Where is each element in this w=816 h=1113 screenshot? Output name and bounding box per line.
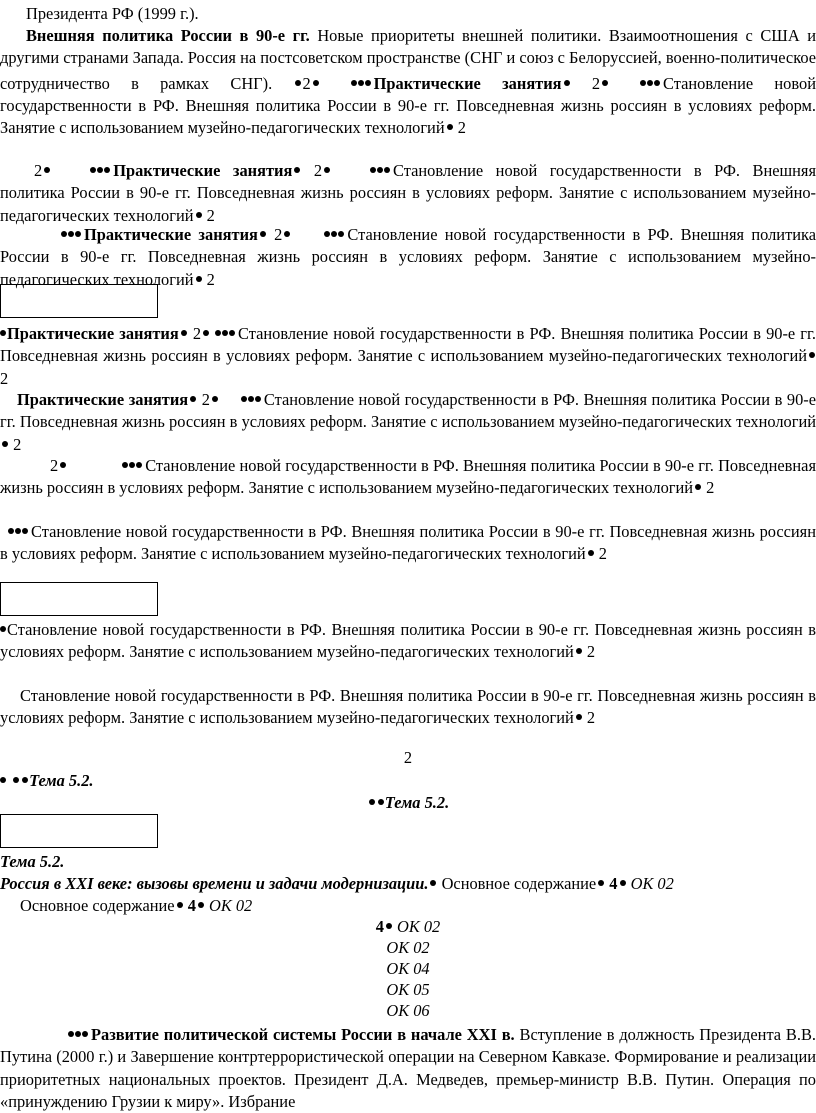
bullet-icon bbox=[203, 330, 209, 336]
practice-label: Практические занятия bbox=[84, 225, 258, 244]
triple-bullet-icon bbox=[4, 518, 29, 540]
intro-line: Президента РФ (1999 г.). bbox=[26, 4, 199, 23]
triple-bullet-icon bbox=[336, 157, 391, 179]
bullet-icon bbox=[177, 902, 183, 908]
competency-code: ОК 02 bbox=[397, 917, 441, 936]
bullet-icon bbox=[294, 167, 300, 173]
bullet-icon bbox=[196, 212, 202, 218]
competency-row-2: ОК 02 bbox=[386, 938, 430, 957]
bullet-icon bbox=[212, 396, 218, 402]
bullet-icon bbox=[598, 880, 604, 886]
topic-heading-1 bbox=[0, 770, 816, 792]
lesson-text: Становление новой государственности в РФ. Внешняя политика России в 90-е гг. Повседневная жизнь россиян в условиях реформ. Занятие с использованием музейно-педагогических технологий bbox=[0, 522, 816, 564]
empty-box bbox=[0, 814, 158, 848]
practice-label: Практические занятия bbox=[17, 390, 189, 409]
triple-bullet-icon bbox=[224, 386, 262, 408]
hours-number: 2 bbox=[201, 390, 210, 409]
hours-number: 2 bbox=[598, 544, 607, 564]
competency-row-5: ОК 06 bbox=[386, 1001, 430, 1020]
triple-bullet-icon bbox=[56, 157, 111, 179]
empty-box bbox=[0, 284, 158, 318]
hours-number: 2 bbox=[13, 434, 22, 454]
bullet-icon bbox=[2, 441, 8, 447]
section-text: Новые приоритеты внешней политики. Взаимоотношения с США и другими странами Запада. Россия на постсоветском пространстве (СНГ и союз с Белоруссией, военно-политическое сотрудничество в рамках СНГ). bbox=[0, 26, 816, 93]
triple-bullet-icon bbox=[296, 221, 345, 243]
bullet-icon bbox=[369, 799, 375, 805]
topic-heading-3: Тема 5.2. bbox=[0, 852, 65, 871]
hours-number: 2 bbox=[706, 478, 715, 498]
lesson-text: Становление новой государственности в РФ. Внешняя политика России в 90-е гг. Повседневная жизнь россиян в условиях реформ. Занятие с использованием музейно-педагогических технологий bbox=[0, 161, 816, 225]
lesson-text: Становление новой государственности в РФ. Внешняя политика России в 90-е гг. Повседневная жизнь россиян в условиях реформ. Занятие с использованием музейно-педагогических технологий bbox=[0, 456, 816, 498]
content-row bbox=[0, 895, 816, 917]
bullet-icon bbox=[313, 80, 319, 86]
topic-label: Тема 5.2. bbox=[29, 771, 94, 790]
triple-bullet-icon bbox=[325, 70, 372, 92]
bullet-icon bbox=[181, 330, 187, 336]
section-foreign-policy-90s bbox=[0, 25, 816, 139]
bullet-icon bbox=[602, 80, 608, 86]
content-label: Основное содержание bbox=[441, 874, 597, 893]
bullet-icon bbox=[564, 80, 570, 86]
section-text: Вступление в должность Президента В.В. Путина (2000 г.) и Завершение контртеррористической операции на Северном Кавказе. Формирование и реализации приоритетных национальных проектов. Президент Д.А. Медведев, премьер-министр В.В. Путин. Операция по «принуждению Грузии к миру». Избрание bbox=[0, 1025, 816, 1111]
hours-number: 2 bbox=[206, 205, 215, 225]
practice-label: Практические занятия bbox=[373, 73, 562, 93]
practice-row-2 bbox=[0, 157, 816, 227]
practice-row-4 bbox=[0, 320, 816, 390]
triple-bullet-icon bbox=[34, 1021, 89, 1043]
hours-number: 2 bbox=[313, 161, 323, 180]
lesson-text: Становление новой государственности в РФ. Внешняя политика России в 90-е гг. Повседневная жизнь россиян в условиях реформ. Занятие с использованием музейно-педагогических технологий bbox=[0, 324, 816, 366]
content-hours: 4 bbox=[609, 874, 618, 893]
bullet-icon bbox=[378, 799, 384, 805]
lesson-text: Становление новой государственности в РФ. Внешняя политика России в 90-е гг. Повседневная жизнь россиян в условиях реформ. Занятие с использованием музейно-педагогических технологий bbox=[0, 620, 816, 662]
hours-number: 2 bbox=[302, 73, 311, 93]
bullet-icon bbox=[0, 330, 6, 336]
triple-bullet-icon bbox=[72, 452, 143, 474]
bullet-icon bbox=[386, 923, 392, 929]
lesson-text: Становление новой государственности в РФ. Внешняя политика России в 90-е гг. Повседневная жизнь россиян в условиях реформ. Занятие с использованием музейно-педагогических технологий bbox=[0, 73, 816, 138]
section-political-system bbox=[0, 1021, 816, 1113]
bullet-icon bbox=[620, 880, 626, 886]
competency-row-1 bbox=[0, 916, 816, 938]
hours-number: 2 bbox=[34, 161, 43, 180]
bullet-icon bbox=[695, 484, 701, 490]
section-title: Развитие политической системы России в начале XXI в. bbox=[91, 1025, 515, 1044]
bullet-icon bbox=[284, 231, 290, 237]
hours-number: 2 bbox=[50, 456, 59, 475]
lesson-row-9 bbox=[0, 685, 816, 730]
hours-number: 2 bbox=[192, 324, 202, 343]
content-hours: 4 bbox=[187, 896, 196, 915]
lesson-text: Становление новой государственности в РФ. Внешняя политика России в 90-е гг. Повседневная жизнь россиян в условиях реформ. Занятие с использованием музейно-педагогических технологий bbox=[0, 225, 816, 289]
hours-number: 2 bbox=[586, 708, 596, 728]
topic-heading-2 bbox=[0, 792, 816, 814]
bullet-icon bbox=[576, 648, 582, 654]
bullet-icon bbox=[0, 626, 6, 632]
bullet-icon bbox=[44, 167, 50, 173]
bullet-icon bbox=[447, 124, 453, 130]
hours-number: 2 bbox=[274, 225, 283, 244]
triple-bullet-icon bbox=[33, 221, 82, 243]
lesson-row-8 bbox=[0, 619, 816, 664]
practice-label: Практические занятия bbox=[113, 161, 293, 180]
competency-code: ОК 02 bbox=[209, 896, 253, 915]
content-hours: 4 bbox=[375, 917, 384, 936]
topic-title: Россия в XXI веке: вызовы времени и задачи модернизации. bbox=[0, 874, 429, 893]
triple-bullet-icon bbox=[215, 320, 236, 342]
bullet-icon bbox=[198, 902, 204, 908]
practice-row-3 bbox=[0, 221, 816, 291]
hours-number: 2 bbox=[206, 269, 215, 289]
content-label: Основное содержание bbox=[20, 896, 175, 915]
lesson-row-6 bbox=[0, 452, 816, 500]
competency-row-4: ОК 05 bbox=[386, 980, 430, 999]
bullet-icon bbox=[190, 396, 196, 402]
hours-number: 2 bbox=[457, 118, 466, 138]
hours-number: 2 bbox=[0, 368, 9, 388]
hours-total: 2 bbox=[403, 748, 413, 767]
bullet-icon bbox=[576, 714, 582, 720]
hours-number: 2 bbox=[586, 642, 596, 662]
bullet-icon bbox=[260, 231, 266, 237]
practice-label: Практические занятия bbox=[7, 324, 179, 343]
lesson-text: Становление новой государственности в РФ. Внешняя политика России в 90-е гг. Повседневная жизнь россиян в условиях реформ. Занятие с использованием музейно-педагогических технологий bbox=[0, 390, 816, 432]
bullet-icon bbox=[430, 880, 436, 886]
empty-box bbox=[0, 582, 158, 616]
section-title: Внешняя политика России в 90-е гг. bbox=[26, 26, 310, 45]
bullet-icon bbox=[0, 777, 6, 783]
lesson-text: Становление новой государственности в РФ. Внешняя политика России в 90-е гг. Повседневная жизнь россиян в условиях реформ. Занятие с использованием музейно-педагогических технологий bbox=[0, 686, 816, 728]
lesson-row-7 bbox=[0, 518, 816, 566]
practice-row-5 bbox=[0, 386, 816, 456]
competency-code: ОК 02 bbox=[630, 874, 674, 893]
triple-bullet-icon bbox=[614, 70, 661, 92]
bullet-icon bbox=[22, 777, 28, 783]
topic-label: Тема 5.2. bbox=[384, 793, 450, 812]
bullet-icon bbox=[295, 80, 301, 86]
competency-row-3: ОК 04 bbox=[386, 959, 430, 978]
bullet-icon bbox=[324, 167, 330, 173]
bullet-icon bbox=[13, 777, 19, 783]
hours-number: 2 bbox=[591, 73, 601, 93]
bullet-icon bbox=[809, 352, 815, 358]
bullet-icon bbox=[588, 550, 594, 556]
topic-title-row bbox=[0, 873, 816, 895]
bullet-icon bbox=[196, 276, 202, 282]
bullet-icon bbox=[60, 462, 66, 468]
